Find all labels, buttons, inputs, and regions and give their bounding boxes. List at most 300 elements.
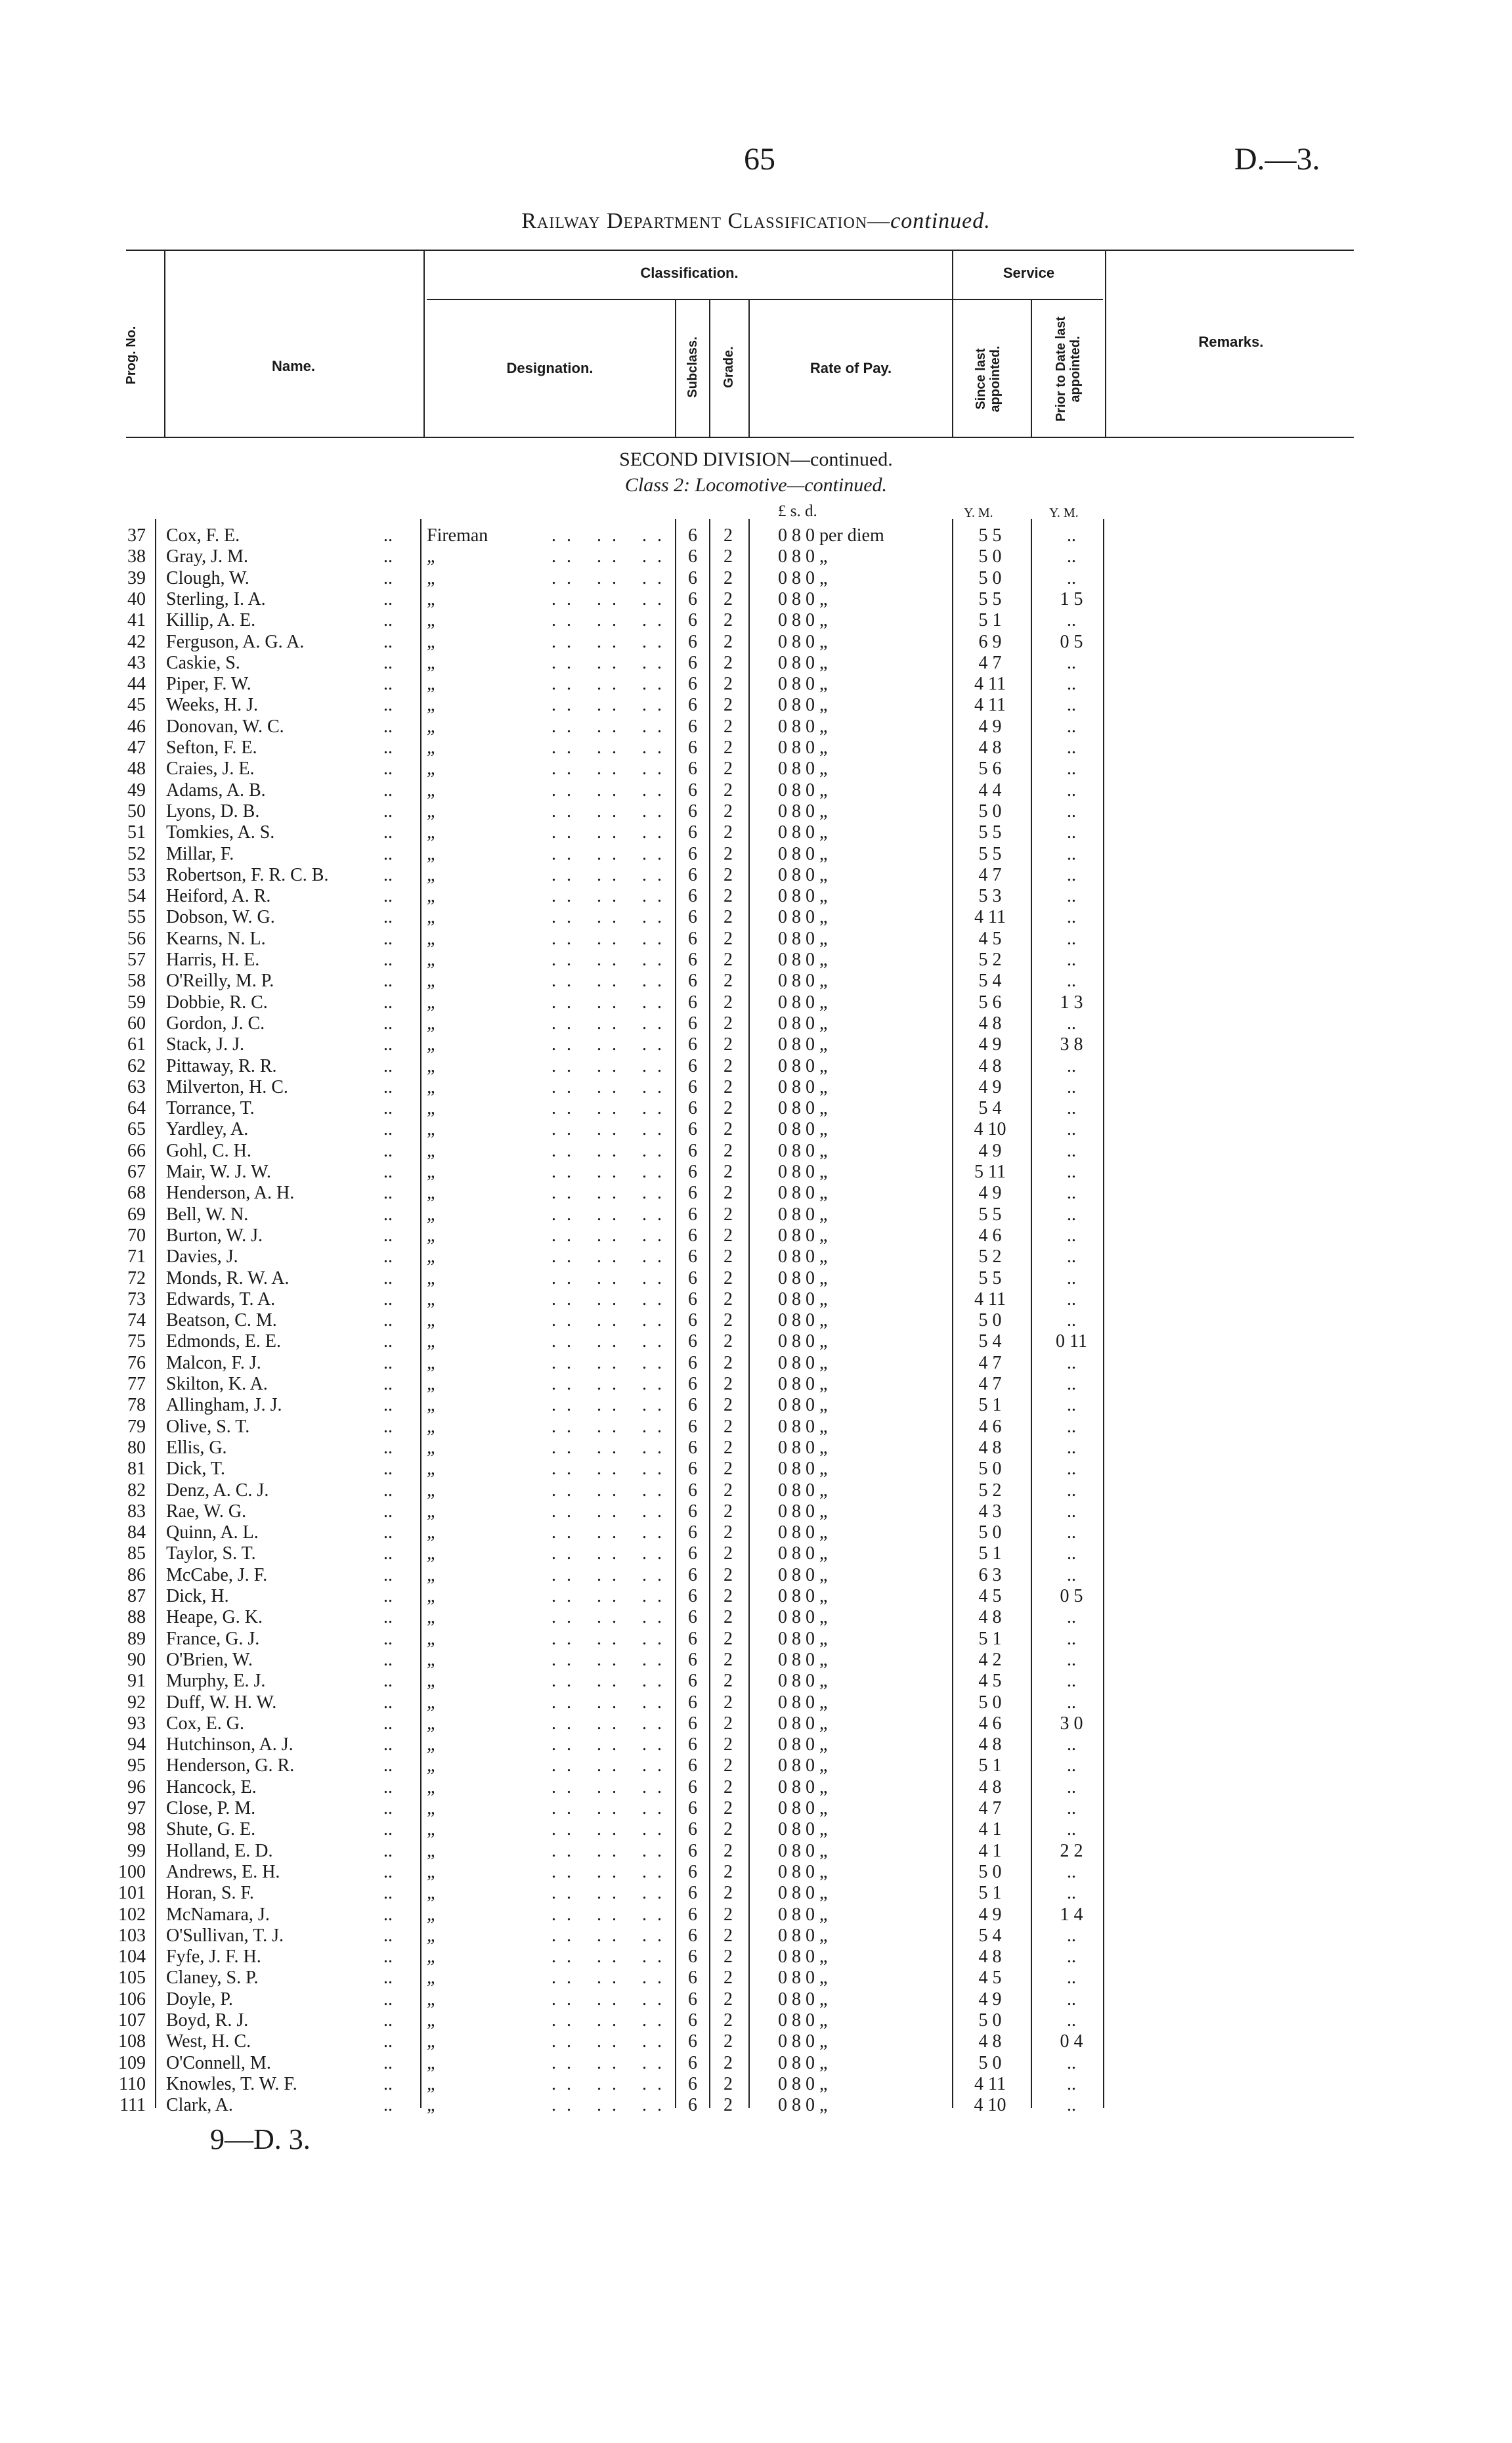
service-since-last: 4 9 bbox=[978, 1183, 1002, 1204]
service-prior: .. bbox=[1067, 674, 1076, 695]
leader-dots: .. bbox=[383, 1819, 393, 1840]
employee-name: Millar, F. bbox=[166, 843, 234, 864]
leader-dots: .. .. .. bbox=[551, 1013, 672, 1034]
prog-number: 79 bbox=[127, 1416, 146, 1437]
grade: 2 bbox=[724, 1649, 733, 1670]
service-since-last: 4 6 bbox=[978, 1225, 1002, 1246]
leader-dots: .. bbox=[383, 1459, 393, 1480]
rate-of-pay: 0 8 0 „ bbox=[778, 928, 828, 949]
rate-of-pay: 0 8 0 „ bbox=[778, 1480, 828, 1501]
subclass: 6 bbox=[688, 567, 697, 588]
designation: „ bbox=[427, 801, 437, 822]
leader-dots: .. .. .. bbox=[551, 1459, 672, 1480]
leader-dots: .. bbox=[383, 1904, 393, 1925]
grade: 2 bbox=[724, 971, 733, 992]
table-row bbox=[0, 1565, 1512, 1586]
prior-units: Y. M. bbox=[1049, 506, 1079, 520]
leader-dots: .. .. .. bbox=[551, 695, 672, 716]
subclass: 6 bbox=[688, 1459, 697, 1480]
table-row bbox=[0, 950, 1512, 971]
prog-number: 49 bbox=[127, 780, 146, 801]
service-since-last: 5 0 bbox=[978, 546, 1002, 567]
service-prior: .. bbox=[1067, 2095, 1076, 2116]
service-since-last: 4 7 bbox=[978, 864, 1002, 885]
employee-name: O'Connell, M. bbox=[166, 2052, 271, 2073]
table-row bbox=[0, 1331, 1512, 1352]
leader-dots: .. .. .. bbox=[551, 971, 672, 992]
employee-name: Lyons, D. B. bbox=[166, 801, 260, 822]
service-since-last: 4 11 bbox=[974, 1288, 1006, 1310]
leader-dots: .. .. .. bbox=[551, 1925, 672, 1946]
leader-dots: .. .. .. bbox=[551, 1840, 672, 1861]
subclass: 6 bbox=[688, 1204, 697, 1225]
subclass: 6 bbox=[688, 2010, 697, 2031]
subclass: 6 bbox=[688, 1034, 697, 1055]
prog-number: 90 bbox=[127, 1649, 146, 1670]
grade: 2 bbox=[724, 1904, 733, 1925]
service-prior: 0 11 bbox=[1056, 1331, 1087, 1352]
designation: „ bbox=[427, 737, 437, 758]
leader-dots: .. bbox=[383, 1968, 393, 1989]
service-since-last: 5 0 bbox=[978, 1861, 1002, 1882]
col-divider bbox=[164, 250, 165, 438]
rate-of-pay: 0 8 0 „ bbox=[778, 1374, 828, 1394]
leader-dots: .. bbox=[383, 1204, 393, 1225]
employee-name: West, H. C. bbox=[166, 2031, 251, 2052]
table-row bbox=[0, 1268, 1512, 1289]
prog-number: 40 bbox=[127, 588, 146, 609]
subclass: 6 bbox=[688, 1925, 697, 1946]
prog-number: 66 bbox=[127, 1140, 146, 1161]
rate-of-pay: 0 8 0 „ bbox=[778, 1671, 828, 1692]
table-row bbox=[0, 1480, 1512, 1501]
service-since-last: 5 5 bbox=[978, 1267, 1002, 1288]
grade: 2 bbox=[724, 1968, 733, 1989]
leader-dots: .. .. .. bbox=[551, 1883, 672, 1904]
grade: 2 bbox=[724, 1671, 733, 1692]
service-prior: .. bbox=[1067, 780, 1076, 801]
service-since-last: 5 0 bbox=[978, 1310, 1002, 1331]
table-row bbox=[0, 1629, 1512, 1650]
page-number: 65 bbox=[744, 142, 775, 177]
service-prior: .. bbox=[1067, 1819, 1076, 1840]
employee-name: Heape, G. K. bbox=[166, 1607, 263, 1628]
grade: 2 bbox=[724, 610, 733, 631]
prog-number: 64 bbox=[127, 1098, 146, 1119]
subclass: 6 bbox=[688, 546, 697, 567]
prog-number: 57 bbox=[127, 950, 146, 970]
service-since-last: 5 6 bbox=[978, 992, 1002, 1013]
employee-name: McCabe, J. F. bbox=[166, 1564, 268, 1585]
service-since-last: 4 9 bbox=[978, 1034, 1002, 1055]
subclass: 6 bbox=[688, 2095, 697, 2116]
service-since-last: 4 3 bbox=[978, 1501, 1002, 1522]
subclass: 6 bbox=[688, 950, 697, 970]
service-since-last: 4 9 bbox=[978, 1904, 1002, 1925]
employee-name: O'Brien, W. bbox=[166, 1649, 253, 1670]
employee-name: Weeks, H. J. bbox=[166, 695, 259, 716]
prog-number: 60 bbox=[127, 1013, 146, 1034]
table-row bbox=[0, 695, 1512, 716]
leader-dots: .. bbox=[383, 588, 393, 609]
grade: 2 bbox=[724, 1607, 733, 1628]
rate-of-pay: 0 8 0 „ bbox=[778, 2010, 828, 2031]
service-prior: .. bbox=[1067, 1798, 1076, 1818]
service-since-last: 5 4 bbox=[978, 1925, 1002, 1946]
rate-of-pay: 0 8 0 „ bbox=[778, 737, 828, 758]
designation: „ bbox=[427, 1331, 437, 1352]
rate-of-pay: 0 8 0 „ bbox=[778, 1352, 828, 1373]
service-since-last: 4 5 bbox=[978, 1586, 1002, 1606]
prog-number: 51 bbox=[127, 822, 146, 843]
employee-name: Cox, F. E. bbox=[166, 525, 240, 546]
service-prior: .. bbox=[1067, 1183, 1076, 1204]
rate-of-pay: 0 8 0 „ bbox=[778, 1395, 828, 1416]
designation: „ bbox=[427, 674, 437, 695]
employee-name: Hutchinson, A. J. bbox=[166, 1734, 293, 1755]
table-row bbox=[0, 1056, 1512, 1077]
prog-number: 89 bbox=[127, 1628, 146, 1649]
leader-dots: .. .. .. bbox=[551, 2010, 672, 2031]
service-since-last: 6 3 bbox=[978, 1564, 1002, 1585]
leader-dots: .. .. .. bbox=[551, 1140, 672, 1161]
designation: „ bbox=[427, 886, 437, 907]
service-since-last: 5 1 bbox=[978, 610, 1002, 631]
table-row bbox=[0, 1438, 1512, 1459]
leader-dots: .. bbox=[383, 1776, 393, 1797]
subclass: 6 bbox=[688, 822, 697, 843]
service-since-last: 5 0 bbox=[978, 2052, 1002, 2073]
table-row bbox=[0, 780, 1512, 801]
subclass: 6 bbox=[688, 1076, 697, 1097]
pay-units: £ s. d. bbox=[778, 502, 817, 520]
grade: 2 bbox=[724, 674, 733, 695]
grade: 2 bbox=[724, 1204, 733, 1225]
service-prior: 0 4 bbox=[1060, 2031, 1083, 2052]
rate-of-pay: 0 8 0 „ bbox=[778, 1267, 828, 1288]
grade: 2 bbox=[724, 1840, 733, 1861]
service-prior: 3 0 bbox=[1060, 1713, 1083, 1734]
rate-of-pay: 0 8 0 „ bbox=[778, 759, 828, 780]
employee-name: Denz, A. C. J. bbox=[166, 1480, 269, 1501]
designation: „ bbox=[427, 716, 437, 737]
service-prior: .. bbox=[1067, 1883, 1076, 1904]
leader-dots: .. bbox=[383, 1395, 393, 1416]
employee-name: Doyle, P. bbox=[166, 1989, 233, 2010]
service-prior: .. bbox=[1067, 1119, 1076, 1140]
leader-dots: .. .. .. bbox=[551, 652, 672, 673]
service-prior: .. bbox=[1067, 1861, 1076, 1882]
prog-number: 109 bbox=[118, 2052, 146, 2073]
designation: „ bbox=[427, 1437, 437, 1458]
table-row bbox=[0, 1586, 1512, 1607]
leader-dots: .. .. .. bbox=[551, 1267, 672, 1288]
grade: 2 bbox=[724, 1692, 733, 1713]
designation: „ bbox=[427, 1543, 437, 1564]
service-since-last: 4 8 bbox=[978, 2031, 1002, 2052]
service-since-last: 4 7 bbox=[978, 1374, 1002, 1394]
designation: „ bbox=[427, 1162, 437, 1182]
leader-dots: .. .. .. bbox=[551, 1119, 672, 1140]
subclass: 6 bbox=[688, 1416, 697, 1437]
table-row bbox=[0, 1904, 1512, 1926]
table-row bbox=[0, 1755, 1512, 1776]
rate-of-pay: 0 8 0 „ bbox=[778, 843, 828, 864]
service-since-last: 5 5 bbox=[978, 588, 1002, 609]
leader-dots: .. bbox=[383, 1564, 393, 1585]
subclass: 6 bbox=[688, 1183, 697, 1204]
service-since-last: 5 1 bbox=[978, 1755, 1002, 1776]
rate-of-pay: 0 8 0 „ bbox=[778, 907, 828, 928]
leader-dots: .. bbox=[383, 801, 393, 822]
leader-dots: .. bbox=[383, 1119, 393, 1140]
subclass: 6 bbox=[688, 971, 697, 992]
service-prior: .. bbox=[1067, 652, 1076, 673]
leader-dots: .. .. .. bbox=[551, 1607, 672, 1628]
leader-dots: .. bbox=[383, 1649, 393, 1670]
rate-of-pay: 0 8 0 „ bbox=[778, 1522, 828, 1543]
col-divider bbox=[709, 299, 710, 438]
header-since-last: Since last appointed. bbox=[974, 345, 1003, 412]
subclass: 6 bbox=[688, 1013, 697, 1034]
service-prior: .. bbox=[1067, 1310, 1076, 1331]
service-since-last: 5 5 bbox=[978, 822, 1002, 843]
prog-number: 87 bbox=[127, 1586, 146, 1606]
subclass: 6 bbox=[688, 1564, 697, 1585]
table-row bbox=[0, 1162, 1512, 1183]
employee-name: Gordon, J. C. bbox=[166, 1013, 265, 1034]
grade: 2 bbox=[724, 1098, 733, 1119]
prog-number: 85 bbox=[127, 1543, 146, 1564]
service-prior: .. bbox=[1067, 1288, 1076, 1310]
subclass: 6 bbox=[688, 1352, 697, 1373]
employee-name: Donovan, W. C. bbox=[166, 716, 284, 737]
grade: 2 bbox=[724, 1246, 733, 1267]
rate-of-pay: 0 8 0 „ bbox=[778, 1119, 828, 1140]
prog-number: 47 bbox=[127, 737, 146, 758]
designation: „ bbox=[427, 1374, 437, 1394]
service-prior: .. bbox=[1067, 1564, 1076, 1585]
designation: „ bbox=[427, 1798, 437, 1818]
leader-dots: .. bbox=[383, 1989, 393, 2010]
service-since-last: 5 5 bbox=[978, 1204, 1002, 1225]
table-row bbox=[0, 1819, 1512, 1840]
rate-of-pay: 0 8 0 „ bbox=[778, 1692, 828, 1713]
subclass: 6 bbox=[688, 1522, 697, 1543]
employee-name: Beatson, C. M. bbox=[166, 1310, 277, 1331]
service-since-last: 4 4 bbox=[978, 780, 1002, 801]
subclass: 6 bbox=[688, 1162, 697, 1182]
designation: „ bbox=[427, 567, 437, 588]
subclass: 6 bbox=[688, 1713, 697, 1734]
grade: 2 bbox=[724, 801, 733, 822]
employee-name: Tomkies, A. S. bbox=[166, 822, 275, 843]
leader-dots: .. .. .. bbox=[551, 886, 672, 907]
leader-dots: .. .. .. bbox=[551, 1543, 672, 1564]
service-prior: .. bbox=[1067, 1374, 1076, 1394]
grade: 2 bbox=[724, 737, 733, 758]
leader-dots: .. bbox=[383, 1055, 393, 1076]
subclass: 6 bbox=[688, 1840, 697, 1861]
employee-name: Andrews, E. H. bbox=[166, 1861, 280, 1882]
leader-dots: .. .. .. bbox=[551, 992, 672, 1013]
prog-number: 88 bbox=[127, 1607, 146, 1628]
grade: 2 bbox=[724, 1947, 733, 1968]
employee-name: Edmonds, E. E. bbox=[166, 1331, 281, 1352]
designation: „ bbox=[427, 631, 437, 652]
header-prog-no: Prog. No. bbox=[124, 326, 139, 385]
service-since-last: 5 0 bbox=[978, 2010, 1002, 2031]
leader-dots: .. .. .. bbox=[551, 1776, 672, 1797]
service-since-last: 4 8 bbox=[978, 1947, 1002, 1968]
leader-dots: .. .. .. bbox=[551, 822, 672, 843]
leader-dots: .. bbox=[383, 1755, 393, 1776]
prog-number: 111 bbox=[119, 2095, 146, 2116]
rate-of-pay: 0 8 0 „ bbox=[778, 1798, 828, 1818]
rate-of-pay: 0 8 0 „ bbox=[778, 2031, 828, 2052]
subclass: 6 bbox=[688, 1819, 697, 1840]
subclass: 6 bbox=[688, 588, 697, 609]
subclass: 6 bbox=[688, 1692, 697, 1713]
service-prior: .. bbox=[1067, 1522, 1076, 1543]
employee-name: Murphy, E. J. bbox=[166, 1671, 266, 1692]
rate-of-pay: 0 8 0 „ bbox=[778, 1947, 828, 1968]
leader-dots: .. bbox=[383, 652, 393, 673]
leader-dots: .. .. .. bbox=[551, 1352, 672, 1373]
service-prior: .. bbox=[1067, 971, 1076, 992]
employee-name: Dick, T. bbox=[166, 1459, 225, 1480]
leader-dots: .. bbox=[383, 1947, 393, 1968]
designation: „ bbox=[427, 759, 437, 780]
prog-number: 99 bbox=[127, 1840, 146, 1861]
leader-dots: .. .. .. bbox=[551, 2031, 672, 2052]
leader-dots: .. .. .. bbox=[551, 1947, 672, 1968]
subclass: 6 bbox=[688, 1628, 697, 1649]
grade: 2 bbox=[724, 1861, 733, 1882]
grade: 2 bbox=[724, 1331, 733, 1352]
employee-name: Duff, W. H. W. bbox=[166, 1692, 277, 1713]
grade: 2 bbox=[724, 1183, 733, 1204]
service-prior: .. bbox=[1067, 716, 1076, 737]
table-row bbox=[0, 2010, 1512, 2031]
col-divider bbox=[1105, 250, 1106, 438]
prog-number: 101 bbox=[118, 1883, 146, 1904]
service-prior: .. bbox=[1067, 1076, 1076, 1097]
table-row bbox=[0, 1289, 1512, 1310]
prog-number: 38 bbox=[127, 546, 146, 567]
service-since-last: 4 10 bbox=[974, 2095, 1006, 2116]
rate-of-pay: 0 8 0 „ bbox=[778, 1861, 828, 1882]
designation: „ bbox=[427, 1522, 437, 1543]
prog-number: 98 bbox=[127, 1819, 146, 1840]
table-row bbox=[0, 2053, 1512, 2074]
title-continued: continued. bbox=[890, 209, 991, 233]
service-since-last: 4 11 bbox=[974, 674, 1006, 695]
table-row bbox=[0, 1968, 1512, 1989]
table-row bbox=[0, 1713, 1512, 1734]
grade: 2 bbox=[724, 2010, 733, 2031]
table-row bbox=[0, 737, 1512, 759]
class-heading: Class 2: Locomotive—continued. bbox=[624, 474, 888, 496]
col-divider bbox=[675, 299, 676, 438]
designation: „ bbox=[427, 652, 437, 673]
service-prior: .. bbox=[1067, 1459, 1076, 1480]
service-prior: .. bbox=[1067, 1204, 1076, 1225]
leader-dots: .. bbox=[383, 1076, 393, 1097]
rate-of-pay: 0 8 0 „ bbox=[778, 1586, 828, 1606]
employee-name: Burton, W. J. bbox=[166, 1225, 263, 1246]
leader-dots: .. bbox=[383, 2073, 393, 2094]
employee-name: Horan, S. F. bbox=[166, 1883, 254, 1904]
service-since-last: 4 6 bbox=[978, 1713, 1002, 1734]
leader-dots: .. .. .. bbox=[551, 928, 672, 949]
grade: 2 bbox=[724, 2052, 733, 2073]
table-row bbox=[0, 568, 1512, 589]
designation: „ bbox=[427, 1586, 437, 1606]
rate-of-pay: 0 8 0 „ bbox=[778, 1989, 828, 2010]
prog-number: 43 bbox=[127, 652, 146, 673]
designation: „ bbox=[427, 1246, 437, 1267]
table-row bbox=[0, 1862, 1512, 1883]
employee-name: Close, P. M. bbox=[166, 1798, 256, 1818]
grade: 2 bbox=[724, 1883, 733, 1904]
designation: „ bbox=[427, 1607, 437, 1628]
table-row bbox=[0, 2095, 1512, 2116]
leader-dots: .. bbox=[383, 971, 393, 992]
service-prior: .. bbox=[1067, 2010, 1076, 2031]
rate-of-pay: 0 8 0 „ bbox=[778, 695, 828, 716]
employee-name: McNamara, J. bbox=[166, 1904, 270, 1925]
service-since-last: 5 1 bbox=[978, 1883, 1002, 1904]
employee-name: Boyd, R. J. bbox=[166, 2010, 249, 2031]
service-prior: .. bbox=[1067, 2073, 1076, 2094]
service-prior: .. bbox=[1067, 1437, 1076, 1458]
service-prior: 1 4 bbox=[1060, 1904, 1083, 1925]
leader-dots: .. bbox=[383, 610, 393, 631]
employee-name: Knowles, T. W. F. bbox=[166, 2073, 297, 2094]
designation: „ bbox=[427, 546, 437, 567]
grade: 2 bbox=[724, 695, 733, 716]
leader-dots: .. .. .. bbox=[551, 1819, 672, 1840]
grade: 2 bbox=[724, 2095, 733, 2116]
designation: „ bbox=[427, 1883, 437, 1904]
leader-dots: .. .. .. bbox=[551, 610, 672, 631]
table-row bbox=[0, 1310, 1512, 1331]
prog-number: 86 bbox=[127, 1564, 146, 1585]
service-prior: .. bbox=[1067, 1543, 1076, 1564]
table-row bbox=[0, 844, 1512, 865]
grade: 2 bbox=[724, 1819, 733, 1840]
grade: 2 bbox=[724, 1564, 733, 1585]
prog-number: 70 bbox=[127, 1225, 146, 1246]
subclass: 6 bbox=[688, 801, 697, 822]
service-since-last: 4 7 bbox=[978, 1352, 1002, 1373]
table-row bbox=[0, 1459, 1512, 1480]
employee-name: Henderson, A. H. bbox=[166, 1183, 295, 1204]
service-since-last: 5 0 bbox=[978, 567, 1002, 588]
leader-dots: .. .. .. bbox=[551, 1904, 672, 1925]
prog-number: 96 bbox=[127, 1776, 146, 1797]
grade: 2 bbox=[724, 1925, 733, 1946]
leader-dots: .. .. .. bbox=[551, 759, 672, 780]
designation: „ bbox=[427, 2095, 437, 2116]
service-prior: .. bbox=[1067, 1162, 1076, 1182]
service-since-last: 5 0 bbox=[978, 801, 1002, 822]
leader-dots: .. bbox=[383, 1288, 393, 1310]
leader-dots: .. .. .. bbox=[551, 1968, 672, 1989]
leader-dots: .. .. .. bbox=[551, 1055, 672, 1076]
table-row bbox=[0, 992, 1512, 1013]
